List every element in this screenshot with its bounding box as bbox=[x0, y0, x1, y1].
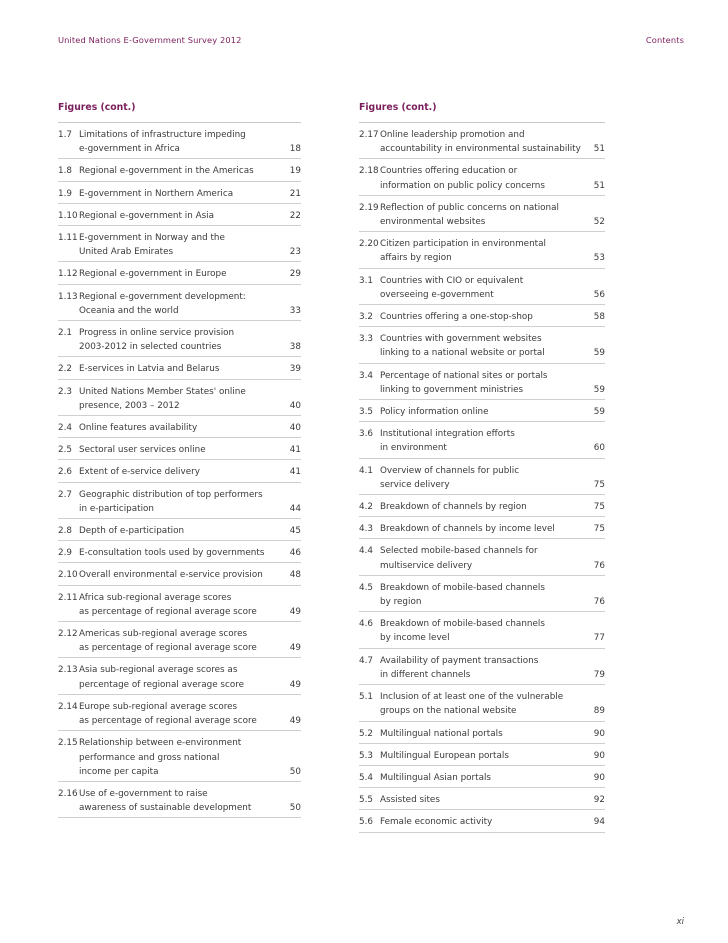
figure-title-line: Overall environmental e-service provision bbox=[79, 570, 263, 581]
figure-title-line: Regional e-government in Europe bbox=[79, 269, 227, 280]
figure-number: 1.13 bbox=[58, 291, 78, 302]
figure-title-line: awareness of sustainable development bbox=[79, 803, 252, 814]
column-title: Figures (cont.) bbox=[359, 102, 605, 123]
figure-entry[interactable] bbox=[58, 622, 301, 658]
figure-title-line: service delivery bbox=[380, 479, 450, 490]
figure-number: 2.14 bbox=[58, 701, 78, 712]
figure-page-number: 49 bbox=[289, 716, 301, 727]
figure-title-line: Countries with CIO or equivalent bbox=[380, 275, 524, 286]
figure-title-line: Geographic distribution of top performers bbox=[79, 489, 263, 500]
figure-title-line: Breakdown of channels by income level bbox=[380, 524, 555, 535]
figure-entry[interactable] bbox=[359, 159, 605, 195]
figure-title bbox=[79, 700, 275, 728]
figure-entry[interactable] bbox=[58, 416, 301, 438]
figure-number: 2.1 bbox=[58, 328, 72, 339]
figure-page-number: 49 bbox=[289, 606, 301, 617]
figure-title-line: in environment bbox=[380, 443, 447, 454]
figure-title bbox=[79, 465, 275, 479]
figure-number: 2.13 bbox=[58, 665, 78, 676]
figure-title-line: linking to a national website or portal bbox=[380, 348, 545, 359]
figure-number: 5.3 bbox=[359, 750, 373, 761]
figure-title bbox=[79, 209, 275, 223]
figure-title bbox=[79, 421, 275, 435]
figure-number: 3.5 bbox=[359, 407, 373, 418]
figure-page-number: 40 bbox=[289, 423, 301, 434]
figure-title-line: United Arab Emirates bbox=[79, 247, 174, 258]
figure-page-number: 79 bbox=[593, 669, 605, 680]
figure-entry[interactable] bbox=[359, 459, 605, 495]
figure-entry[interactable] bbox=[58, 483, 301, 519]
figure-title bbox=[380, 522, 579, 536]
figure-title bbox=[380, 500, 579, 514]
figure-title-line: as percentage of regional average score bbox=[79, 606, 257, 617]
figure-page-number: 49 bbox=[289, 643, 301, 654]
figure-title bbox=[380, 815, 579, 829]
figure-number: 5.5 bbox=[359, 795, 373, 806]
figure-title-line: accountability in environmental sustainability bbox=[380, 144, 581, 155]
figure-entry[interactable] bbox=[58, 782, 301, 818]
figure-title bbox=[380, 617, 579, 645]
figure-title-line: Sectoral user services online bbox=[79, 445, 206, 456]
figure-number: 1.10 bbox=[58, 210, 78, 221]
figure-title-line: Institutional integration efforts bbox=[380, 429, 515, 440]
figure-page-number: 92 bbox=[593, 795, 605, 806]
figure-title-line: United Nations Member States' online bbox=[79, 386, 246, 397]
figure-title-line: Selected mobile-based channels for bbox=[380, 546, 538, 557]
figure-title-line: Europe sub-regional average scores bbox=[79, 701, 238, 712]
figure-title bbox=[79, 663, 275, 691]
figure-title-line: performance and gross national bbox=[79, 752, 220, 763]
figure-title bbox=[79, 164, 275, 178]
figure-title-line: Limitations of infrastructure impeding bbox=[79, 130, 246, 140]
figure-entry[interactable] bbox=[359, 810, 605, 832]
figure-title-line: groups on the national website bbox=[380, 706, 517, 717]
figure-title bbox=[380, 274, 579, 302]
figure-entry[interactable] bbox=[359, 685, 605, 721]
figure-number: 2.2 bbox=[58, 364, 72, 375]
figure-page-number: 33 bbox=[289, 305, 301, 316]
figure-number: 4.1 bbox=[359, 465, 373, 476]
figure-title bbox=[79, 290, 275, 318]
figure-entry[interactable] bbox=[359, 612, 605, 648]
figure-title-line: by income level bbox=[380, 633, 450, 644]
figure-page-number: 40 bbox=[289, 400, 301, 411]
figure-title-line: Breakdown of channels by region bbox=[380, 502, 527, 513]
figure-title-line: Female economic activity bbox=[380, 817, 493, 828]
figure-number: 5.4 bbox=[359, 772, 373, 783]
figure-page-number: 46 bbox=[289, 548, 301, 559]
figure-title bbox=[79, 326, 275, 354]
figure-title-line: e-government in Africa bbox=[79, 144, 180, 155]
figure-entry[interactable] bbox=[359, 495, 605, 517]
figure-page-number: 53 bbox=[593, 253, 605, 264]
figure-title bbox=[380, 544, 579, 572]
figure-number: 2.6 bbox=[58, 467, 72, 478]
figure-entry[interactable] bbox=[359, 400, 605, 422]
figure-number: 3.1 bbox=[359, 275, 373, 286]
figure-page-number: 77 bbox=[593, 633, 605, 644]
figure-title-line: Reflection of public concerns on national bbox=[380, 202, 559, 213]
figure-title-line: information on public policy concerns bbox=[380, 180, 545, 191]
figure-entry[interactable] bbox=[359, 576, 605, 612]
figure-title-line: Breakdown of mobile-based channels bbox=[380, 619, 545, 630]
entries-list bbox=[58, 123, 301, 818]
figure-title-line: E-government in Northern America bbox=[79, 188, 234, 199]
figure-title bbox=[79, 443, 275, 457]
figure-number: 2.7 bbox=[58, 489, 72, 500]
figure-entry[interactable] bbox=[58, 541, 301, 563]
figure-number: 3.3 bbox=[359, 334, 373, 345]
figure-number: 2.12 bbox=[58, 629, 78, 640]
figure-title-line: Regional e-government in Asia bbox=[79, 210, 215, 221]
figure-title bbox=[79, 546, 275, 560]
figure-title-line: in different channels bbox=[380, 669, 471, 680]
figure-title-line: Assisted sites bbox=[380, 795, 440, 806]
figure-number: 2.10 bbox=[58, 570, 78, 581]
figure-title-line: Overview of channels for public bbox=[380, 465, 520, 476]
figure-entry[interactable] bbox=[58, 321, 301, 357]
figure-entry[interactable] bbox=[359, 539, 605, 575]
figure-page-number: 48 bbox=[289, 570, 301, 581]
figure-title-line: Countries offering education or bbox=[380, 166, 518, 177]
figure-title-line: linking to government ministries bbox=[380, 384, 524, 395]
figure-page-number: 89 bbox=[593, 706, 605, 717]
running-header-title: United Nations E-Government Survey 2012 bbox=[58, 35, 242, 45]
figure-entry[interactable] bbox=[359, 722, 605, 744]
figure-number: 1.11 bbox=[58, 233, 78, 244]
figure-entry[interactable] bbox=[359, 766, 605, 788]
figure-title-line: income per capita bbox=[79, 766, 159, 777]
figure-entry[interactable] bbox=[58, 123, 301, 159]
figure-title bbox=[79, 231, 275, 259]
figure-title-line: Online leadership promotion and bbox=[380, 130, 525, 140]
figure-number: 1.9 bbox=[58, 188, 72, 199]
figure-page-number: 50 bbox=[289, 766, 301, 777]
figure-page-number: 94 bbox=[593, 817, 605, 828]
figure-title-line: Percentage of national sites or portals bbox=[380, 370, 548, 381]
figure-page-number: 51 bbox=[593, 180, 605, 191]
figure-title bbox=[380, 201, 579, 229]
figure-page-number: 76 bbox=[593, 560, 605, 571]
figure-entry[interactable] bbox=[359, 788, 605, 810]
figure-entry[interactable] bbox=[359, 232, 605, 268]
figure-page-number: 76 bbox=[593, 597, 605, 608]
figure-title bbox=[79, 736, 275, 779]
figure-page-number: 75 bbox=[593, 524, 605, 535]
figure-title bbox=[380, 369, 579, 397]
figure-title bbox=[380, 793, 579, 807]
figure-page-number: 59 bbox=[593, 348, 605, 359]
figure-number: 1.7 bbox=[58, 130, 72, 140]
figure-title-line: Breakdown of mobile-based channels bbox=[380, 582, 545, 593]
figure-page-number: 18 bbox=[289, 144, 301, 155]
figure-page-number: 19 bbox=[289, 166, 301, 177]
figure-title-line: by region bbox=[380, 597, 422, 608]
figure-title-line: percentage of regional average score bbox=[79, 679, 245, 690]
figure-title bbox=[79, 187, 275, 201]
figure-title bbox=[79, 267, 275, 281]
figure-title-line: Regional e-government in the Americas bbox=[79, 166, 254, 177]
figure-entry[interactable] bbox=[359, 305, 605, 327]
figure-page-number: 59 bbox=[593, 384, 605, 395]
figure-title bbox=[79, 488, 275, 516]
figure-page-number: 50 bbox=[289, 803, 301, 814]
figure-number: 4.7 bbox=[359, 655, 373, 666]
figure-title-line: Multilingual Asian portals bbox=[380, 772, 492, 783]
figure-title bbox=[380, 332, 579, 360]
figure-entry[interactable] bbox=[58, 357, 301, 379]
figure-title-line: Inclusion of at least one of the vulnerable bbox=[380, 692, 564, 703]
figure-title-line: Extent of e-service delivery bbox=[79, 467, 200, 478]
figure-page-number: 60 bbox=[593, 443, 605, 454]
figure-title bbox=[380, 581, 579, 609]
figure-page-number: 90 bbox=[593, 728, 605, 739]
figure-title bbox=[79, 524, 275, 538]
figure-number: 5.2 bbox=[359, 728, 373, 739]
figure-entry[interactable] bbox=[58, 519, 301, 541]
figure-number: 2.18 bbox=[359, 166, 379, 177]
figure-title bbox=[79, 627, 275, 655]
figure-title-line: Countries offering a one-stop-shop bbox=[380, 312, 533, 323]
figure-page-number: 41 bbox=[289, 467, 301, 478]
figure-title bbox=[79, 128, 275, 156]
figure-page-number: 52 bbox=[593, 217, 605, 228]
figure-entry[interactable] bbox=[359, 517, 605, 539]
figure-entry[interactable] bbox=[58, 262, 301, 284]
figure-title bbox=[79, 568, 275, 582]
figure-title-line: affairs by region bbox=[380, 253, 452, 264]
figure-entry[interactable] bbox=[58, 285, 301, 321]
figure-title-line: Asia sub-regional average scores as bbox=[79, 665, 238, 676]
entries-list bbox=[359, 123, 605, 833]
figure-number: 4.3 bbox=[359, 524, 373, 535]
figure-number: 1.12 bbox=[58, 269, 78, 280]
figures-list-right bbox=[359, 102, 605, 833]
figure-title-line: Countries with government websites bbox=[380, 334, 542, 345]
figure-title-line: E-services in Latvia and Belarus bbox=[79, 364, 220, 375]
figure-page-number: 21 bbox=[289, 188, 301, 199]
figure-title-line: Regional e-government development: bbox=[79, 291, 246, 302]
figure-number: 4.4 bbox=[359, 546, 373, 557]
figure-number: 2.9 bbox=[58, 548, 72, 559]
figure-title bbox=[380, 771, 579, 785]
figure-entry[interactable] bbox=[359, 744, 605, 766]
figure-entry[interactable] bbox=[58, 731, 301, 782]
figure-title-line: Online features availability bbox=[79, 423, 198, 434]
figure-page-number: 90 bbox=[593, 750, 605, 761]
figure-entry[interactable] bbox=[58, 204, 301, 226]
figure-title bbox=[79, 591, 275, 619]
figure-title bbox=[380, 464, 579, 492]
figure-page-number: 58 bbox=[593, 312, 605, 323]
figure-entry[interactable] bbox=[359, 269, 605, 305]
figure-title-line: in e-participation bbox=[79, 503, 154, 514]
figure-page-number: 75 bbox=[593, 479, 605, 490]
figure-title-line: as percentage of regional average score bbox=[79, 643, 257, 654]
figure-title-line: Depth of e-participation bbox=[79, 526, 185, 537]
figure-title-line: Oceania and the world bbox=[79, 305, 179, 316]
figure-title-line: Citizen participation in environmental bbox=[380, 239, 546, 250]
figure-title-line: as percentage of regional average score bbox=[79, 716, 257, 727]
figure-title-line: Use of e-government to raise bbox=[79, 788, 208, 799]
figure-number: 2.5 bbox=[58, 445, 72, 456]
figure-entry[interactable] bbox=[58, 159, 301, 181]
figure-title bbox=[79, 787, 275, 815]
figure-page-number: 23 bbox=[289, 247, 301, 258]
figure-entry[interactable] bbox=[359, 649, 605, 685]
figure-page-number: 51 bbox=[593, 144, 605, 155]
figure-entry[interactable] bbox=[58, 658, 301, 694]
running-header-section: Contents bbox=[645, 35, 684, 45]
figure-title-line: Policy information online bbox=[380, 407, 489, 418]
figure-title-line: Africa sub-regional average scores bbox=[79, 592, 232, 603]
figure-title-line: multiservice delivery bbox=[380, 560, 473, 571]
figure-number: 3.4 bbox=[359, 370, 373, 381]
figure-title-line: 2003-2012 in selected countries bbox=[79, 342, 222, 353]
figure-number: 2.4 bbox=[58, 423, 72, 434]
column-title: Figures (cont.) bbox=[58, 102, 301, 123]
figure-entry[interactable] bbox=[58, 438, 301, 460]
figure-entry[interactable] bbox=[359, 123, 605, 159]
figure-number: 4.2 bbox=[359, 502, 373, 513]
figure-title bbox=[380, 237, 579, 265]
page-number: xi bbox=[676, 917, 684, 927]
figure-number: 2.15 bbox=[58, 738, 78, 749]
figure-entry[interactable] bbox=[58, 586, 301, 622]
figure-title-line: Multilingual European portals bbox=[380, 750, 509, 761]
figure-entry[interactable] bbox=[58, 695, 301, 731]
figure-page-number: 41 bbox=[289, 445, 301, 456]
figure-number: 2.11 bbox=[58, 592, 78, 603]
figure-title bbox=[380, 749, 579, 763]
figure-page-number: 90 bbox=[593, 772, 605, 783]
figure-title bbox=[380, 164, 579, 192]
figure-title bbox=[79, 385, 275, 413]
figure-title-line: E-consultation tools used by governments bbox=[79, 548, 265, 559]
figure-entry[interactable] bbox=[359, 422, 605, 458]
figure-title bbox=[79, 362, 275, 376]
figure-number: 2.17 bbox=[359, 130, 379, 140]
figure-number: 2.3 bbox=[58, 386, 72, 397]
figure-number: 2.16 bbox=[58, 788, 78, 799]
figure-number: 2.8 bbox=[58, 526, 72, 537]
figure-number: 3.6 bbox=[359, 429, 373, 440]
figure-entry[interactable] bbox=[359, 196, 605, 232]
figure-page-number: 56 bbox=[593, 289, 605, 300]
figure-page-number: 59 bbox=[593, 407, 605, 418]
figure-entry[interactable] bbox=[58, 563, 301, 585]
figure-title-line: Relationship between e-environment bbox=[79, 738, 242, 749]
figure-title bbox=[380, 690, 579, 718]
figure-title-line: Americas sub-regional average scores bbox=[79, 629, 248, 640]
figure-page-number: 39 bbox=[289, 364, 301, 375]
figure-number: 4.6 bbox=[359, 619, 373, 630]
figure-page-number: 38 bbox=[289, 342, 301, 353]
figure-entry[interactable] bbox=[58, 460, 301, 482]
figure-entry[interactable] bbox=[58, 226, 301, 262]
figure-page-number: 75 bbox=[593, 502, 605, 513]
figure-number: 5.6 bbox=[359, 817, 373, 828]
figure-title bbox=[380, 128, 579, 156]
figure-number: 2.20 bbox=[359, 239, 379, 250]
figure-page-number: 45 bbox=[289, 526, 301, 537]
figure-title-line: E-government in Norway and the bbox=[79, 233, 225, 244]
figure-title bbox=[380, 310, 579, 324]
figure-number: 4.5 bbox=[359, 582, 373, 593]
figure-title-line: environmental websites bbox=[380, 217, 486, 228]
figure-title-line: Progress in online service provision bbox=[79, 328, 235, 339]
figure-title-line: overseeing e-government bbox=[380, 289, 494, 300]
figure-entry[interactable] bbox=[58, 182, 301, 204]
figure-title bbox=[380, 654, 579, 682]
figure-number: 1.8 bbox=[58, 166, 72, 177]
figure-number: 3.2 bbox=[359, 312, 373, 323]
figure-title bbox=[380, 427, 579, 455]
figure-page-number: 22 bbox=[289, 210, 301, 221]
figure-number: 5.1 bbox=[359, 692, 373, 703]
figure-title bbox=[380, 727, 579, 741]
figure-entry[interactable] bbox=[58, 380, 301, 416]
figure-page-number: 49 bbox=[289, 679, 301, 690]
figure-entry[interactable] bbox=[359, 364, 605, 400]
figures-list-left bbox=[58, 102, 301, 818]
figure-entry[interactable] bbox=[359, 327, 605, 363]
figure-title-line: Multilingual national portals bbox=[380, 728, 503, 739]
figure-title-line: Availability of payment transactions bbox=[380, 655, 539, 666]
figure-page-number: 44 bbox=[289, 503, 301, 514]
figure-page-number: 29 bbox=[289, 269, 301, 280]
figure-title-line: presence, 2003 – 2012 bbox=[79, 400, 180, 411]
figure-title bbox=[380, 405, 579, 419]
figure-number: 2.19 bbox=[359, 202, 379, 213]
